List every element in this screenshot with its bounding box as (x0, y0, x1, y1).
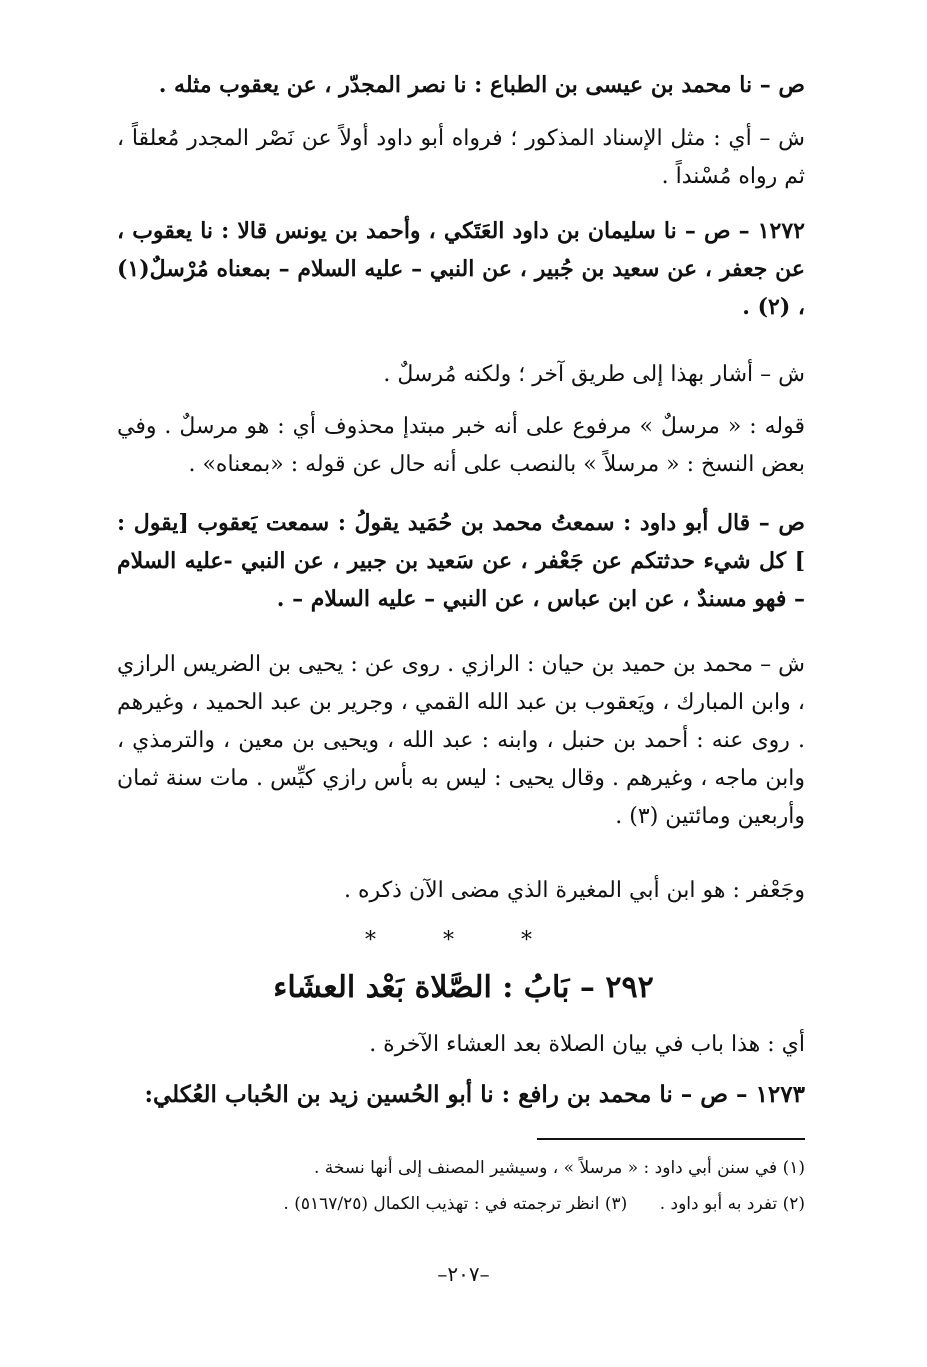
text-block-1: ص – نا محمد بن عيسى بن الطباع : نا نصر المجدّر ، عن يعقوب مثله . (158, 72, 805, 98)
footnote-1: (١) في سنن أبي داود : « مرسلاً » ، وسيشير المصنف إلى أنها نسخة . (313, 1158, 805, 1178)
footnote-2-3: (٢) تفرد به أبو داود . (٣) انظر ترجمته في : تهذيب الكمال (٥١٦٧/٢٥) . (283, 1194, 805, 1214)
hadith-1272: ١٢٧٢ – ص – نا سليمان بن داود العَتَكي ، وأحمد بن يونس قالا : نا يعقوب ، عن جعفر ، عن سعيد بن جُبير ، عن النبي – عليه السلام – بمعناه مُرْسلٌ(١) ، (٢) . (117, 218, 805, 320)
text-block-6: ص – قال أبو داود : سمعتُ محمد بن حُمَيد يقولُ : سمعت يَعقوب [يقول : ] كل شيء حدثتكم عن جَعْفر ، عن سَعيد بن جبير ، عن النبي -عليه السلام – فهو مسندٌ ، عن ابن عباس ، عن النبي – عليه السلام – . (117, 510, 805, 612)
text-block-4: ش – أشار بهذا إلى طريق آخر ؛ ولكنه مُرسلٌ . (383, 362, 805, 387)
section-separator: * * * (365, 928, 562, 953)
text-block-2: ش – أي : مثل الإسناد المذكور ؛ فرواه أبو داود أولاً عن نَصْر المجدر مُعلقاً ، ثم رواه مُسْنداً . (117, 126, 805, 189)
text-block-5: قوله : « مرسلٌ » مرفوع على أنه خبر مبتدإ محذوف أي : هو مرسلٌ . وفي بعض النسخ : « مرسلاً » بالنصب على أنه حال عن قوله : «بمعناه» . (117, 414, 805, 477)
chapter-title: ٢٩٢ – بَابُ : الصَّلاة بَعْد العشَاء (273, 970, 654, 1005)
page-number: –٢٠٧– (437, 1262, 490, 1286)
footnote-divider (537, 1138, 805, 1140)
hadith-1273: ١٢٧٣ – ص – نا محمد بن رافع : نا أبو الحُسين زيد بن الحُباب العُكلي: (144, 1081, 805, 1108)
text-block-8: وجَعْفر : هو ابن أبي المغيرة الذي مضى الآن ذكره . (344, 878, 805, 903)
chapter-intro: أي : هذا باب في بيان الصلاة بعد العشاء الآخرة . (369, 1032, 805, 1057)
narrator-biography: ش – محمد بن حميد بن حيان : الرازي . روى عن : يحيى بن الضريس الرازي ، وابن المبارك ، ويَعقوب بن عبد الله القمي ، وجرير بن عبد الحميد ، وغيرهم . روى عنه : أحمد بن حنبل ، وابنه : عبد الله ، ويحيى بن معين ، والترمذي ، وابن ماجه ، وغيرهم . وقال يحيى : ليس به بأس رازي كيِّس . مات سنة ثمان وأربعين ومائتين (٣) . (117, 652, 805, 829)
